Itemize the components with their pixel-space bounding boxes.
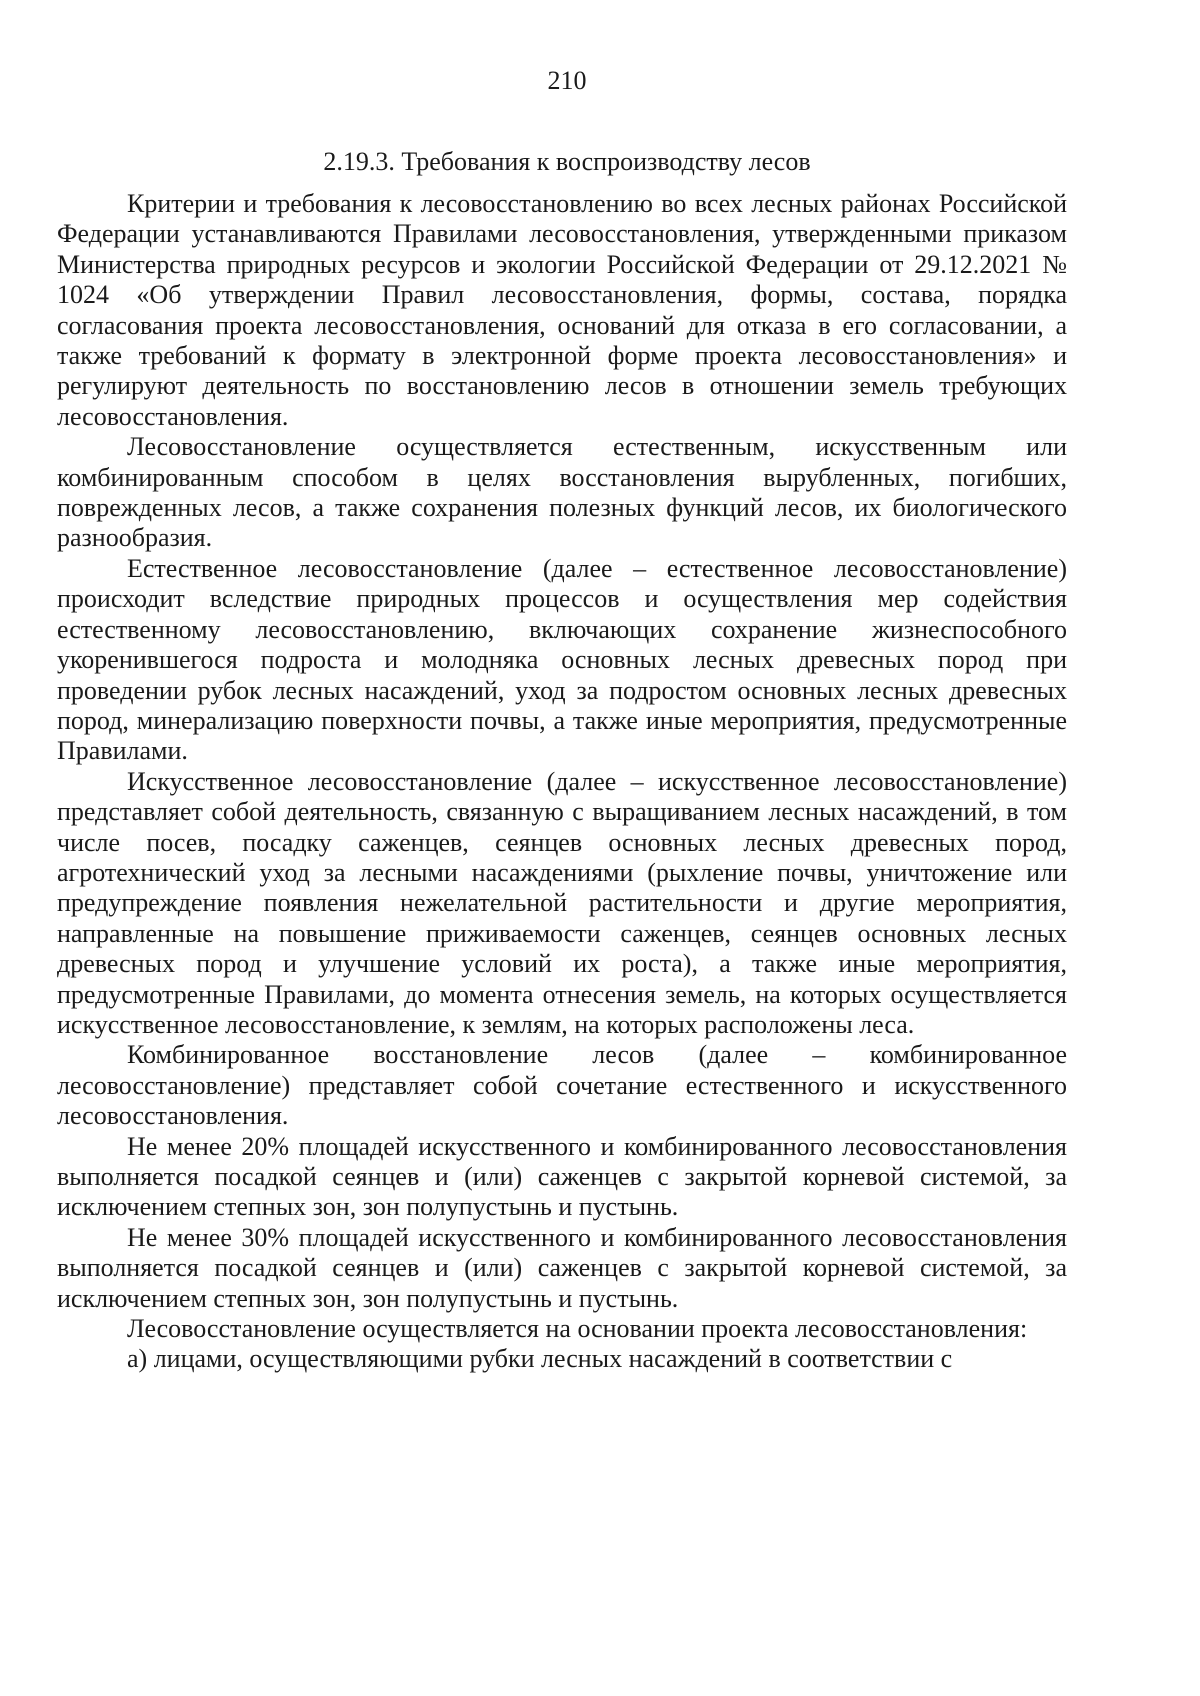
- section-heading: 2.19.3. Требования к воспроизводству лесов: [323, 147, 811, 176]
- paragraph-item-a: а) лицами, осуществляющими рубки лесных насаждений в соответствии с: [127, 1344, 953, 1374]
- paragraph-natural: Естественное лесовосстановление (далее – естественное лесовосстановление) происходит вследствие природных процессов и осуществления мер содействия естественному лесовосстановлению, включающих сохранение жизнеспособного укоренившегося подроста и молодняка основных лесных древесных пород при проведении рубок лесных насаждений, уход за подростом основных лесных древесных пород, минерализацию поверхности почвы, а также иные мероприятия, предусмотренные Правилами.: [57, 553, 1067, 766]
- paragraph-combined: Комбинированное восстановление лесов (далее – комбинированное лесовосстановление) представляет собой сочетание естественного и искусственного лесовосстановления.: [57, 1040, 1067, 1131]
- paragraph-criteria: Критерии и требования к лесовосстановлению во всех лесных районах Российской Федерации устанавливаются Правилами лесовосстановления, утвержденными приказом Министерства природных ресурсов и экологии Российской Федерации от 29.12.2021 № 1024 «Об утверждении Правил лесовосстановления, формы, состава, порядка согласования проекта лесовосстановления, оснований для отказа в его согласовании, а также требований к формату в электронной форме проекта лесовосстановления» и регулируют деятельность по восстановлению лесов в отношении земель требующих лесовосстановления.: [57, 189, 1067, 431]
- paragraph-30-percent: Не менее 30% площадей искусственного и комбинированного лесовосстановления выполняется посадкой сеянцев и (или) саженцев с закрытой корневой системой, за исключением степных зон, зон полупустынь и пустынь.: [57, 1222, 1067, 1313]
- paragraph-methods: Лесовосстановление осуществляется естественным, искусственным или комбинированным способом в целях восстановления вырубленных, погибших, поврежденных лесов, а также сохранения полезных функций лесов, их биологического разнообразия.: [57, 432, 1067, 553]
- body-text: [57, 189, 1067, 1375]
- paragraph-20-percent: Не менее 20% площадей искусственного и комбинированного лесовосстановления выполняется посадкой сеянцев и (или) саженцев с закрытой корневой системой, за исключением степных зон, зон полупустынь и пустынь.: [57, 1131, 1067, 1222]
- page-number: 210: [547, 66, 587, 95]
- paragraph-project-basis: Лесовосстановление осуществляется на основании проекта лесовосстановления:: [127, 1314, 1028, 1344]
- paragraph-artificial: Искусственное лесовосстановление (далее – искусственное лесовосстановление) представляет собой деятельность, связанную с выращиванием лесных насаждений, в том числе посев, посадку саженцев, сеянцев основных лесных древесных пород, агротехнический уход за лесными насаждениями (рыхление почвы, уничтожение или предупреждение появления нежелательной растительности и другие мероприятия, направленные на повышение приживаемости саженцев, сеянцев основных лесных древесных пород и улучшение условий их роста), а также иные мероприятия, предусмотренные Правилами, до момента отнесения земель, на которых осуществляется искусственное лесовосстановление, к землям, на которых расположены леса.: [57, 766, 1067, 1039]
